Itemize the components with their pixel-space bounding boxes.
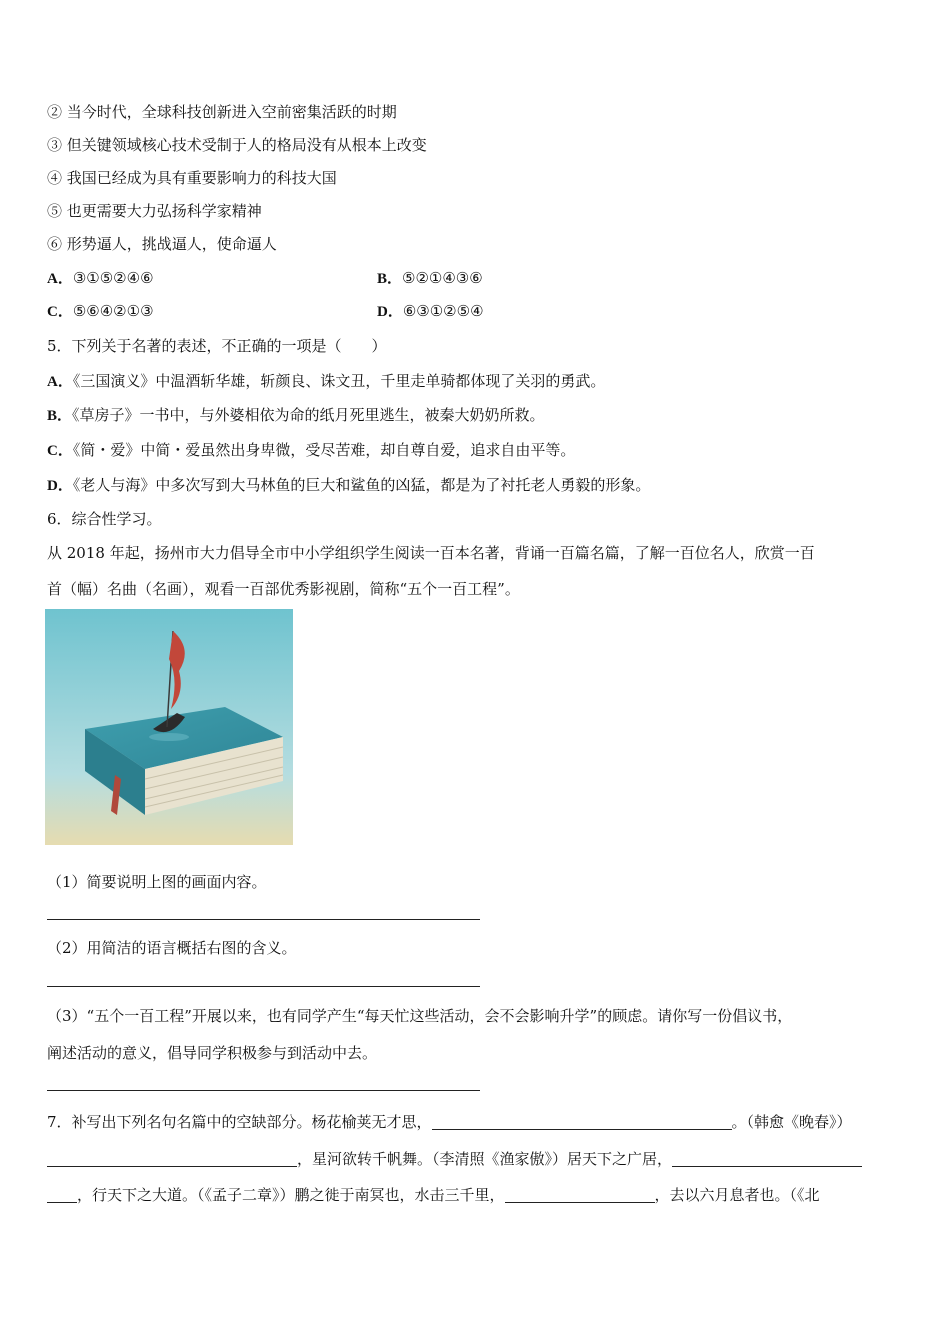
answer-line[interactable] <box>47 919 480 920</box>
q7-text: 。（韩愈《晚春》） <box>731 1113 852 1131</box>
option-text: 《简・爱》中简・爱虽然出身卑微，受尽苦难，却自尊自爱，追求自由平等。 <box>72 441 576 459</box>
q6-sub3-line2: 阐述活动的意义，倡导同学积极参与到活动中去。 <box>47 1044 378 1062</box>
option-text: 《三国演义》中温酒斩华雄，斩颜良、诛文丑，千里走单骑都体现了关羽的勇武。 <box>72 372 606 390</box>
q4-option-d <box>377 301 484 322</box>
sentence-4: ④ 我国已经成为具有重要影响力的科技大国 <box>47 169 337 187</box>
q5-stem: 5．下列关于名著的表述，不正确的一项是（ ） <box>47 337 387 355</box>
book-sailboat-illustration <box>45 609 293 845</box>
sentence-5: ⑤ 也更需要大力弘扬科学家精神 <box>47 202 262 220</box>
option-letter: B． <box>377 271 403 287</box>
option-letter: D． <box>377 304 403 320</box>
q6-sub2: （2）用简洁的语言概括右图的含义。 <box>47 939 297 957</box>
option-text: ⑥③①②⑤④ <box>402 302 484 320</box>
q5-option-a <box>47 371 605 392</box>
q7-text: ，星河欲转千帆舞。（李清照《渔家傲》）居天下之广居， <box>297 1150 673 1168</box>
fill-blank[interactable] <box>672 1150 862 1167</box>
q7-line1 <box>47 1112 852 1132</box>
q4-option-b <box>377 268 483 289</box>
answer-line[interactable] <box>47 986 480 987</box>
sentence-2: ② 当今时代，全球科技创新进入空前密集活跃的时期 <box>47 103 397 121</box>
sentence-6: ⑥ 形势逼人，挑战逼人，使命逼人 <box>47 235 277 253</box>
option-text: 《草房子》一书中，与外婆相依为命的纸月死里逃生，被秦大奶奶所救。 <box>72 406 545 424</box>
q4-option-a <box>47 268 154 289</box>
q7-line3 <box>47 1185 820 1205</box>
option-text: ③①⑤②④⑥ <box>72 269 154 287</box>
q7-text: 7．补写出下列名句名篇中的空缺部分。杨花榆荚无才思， <box>47 1113 432 1131</box>
fill-blank[interactable] <box>47 1150 297 1167</box>
option-text: ⑤②①④③⑥ <box>402 269 483 287</box>
fill-blank[interactable] <box>505 1186 655 1203</box>
option-letter: C． <box>47 304 73 320</box>
q7-line2 <box>47 1149 862 1169</box>
option-letter: A． <box>47 374 73 390</box>
q6-stem: 6．综合性学习。 <box>47 510 162 528</box>
option-text: ⑤⑥④②①③ <box>72 302 154 320</box>
option-letter: D． <box>47 478 73 494</box>
fill-blank[interactable] <box>432 1113 732 1130</box>
option-letter: A． <box>47 271 73 287</box>
q5-option-d <box>47 475 650 496</box>
option-letter: B． <box>47 408 73 424</box>
q5-option-c <box>47 440 575 461</box>
q5-option-b <box>47 405 545 426</box>
q6-sub1: （1）简要说明上图的画面内容。 <box>47 873 267 891</box>
q6-sub3-line1: （3）“五个一百工程”开展以来，也有同学产生“每天忙这些活动，会不会影响升学”的顾虑。请你写一份倡议书， <box>47 1007 793 1025</box>
q6-intro-line1: 从 2018 年起，扬州市大力倡导全市中小学组织学生阅读一百本名著，背诵一百篇名篇，了解一百位名人，欣赏一百 <box>47 544 815 562</box>
q7-text: ，去以六月息者也。（《北 <box>654 1186 820 1204</box>
answer-line[interactable] <box>47 1090 480 1091</box>
option-letter: C． <box>47 443 73 459</box>
option-text: 《老人与海》中多次写到大马林鱼的巨大和鲨鱼的凶猛，都是为了衬托老人勇毅的形象。 <box>72 476 651 494</box>
q6-intro-line2: 首（幅）名曲（名画），观看一百部优秀影视剧，简称“五个一百工程”。 <box>47 580 520 598</box>
q4-option-c <box>47 301 154 322</box>
sentence-3: ③ 但关键领域核心技术受制于人的格局没有从根本上改变 <box>47 136 427 154</box>
q7-text: ，行天下之大道。（《孟子二章》）鹏之徙于南冥也，水击三千里， <box>77 1186 505 1204</box>
fill-blank[interactable] <box>47 1186 77 1203</box>
